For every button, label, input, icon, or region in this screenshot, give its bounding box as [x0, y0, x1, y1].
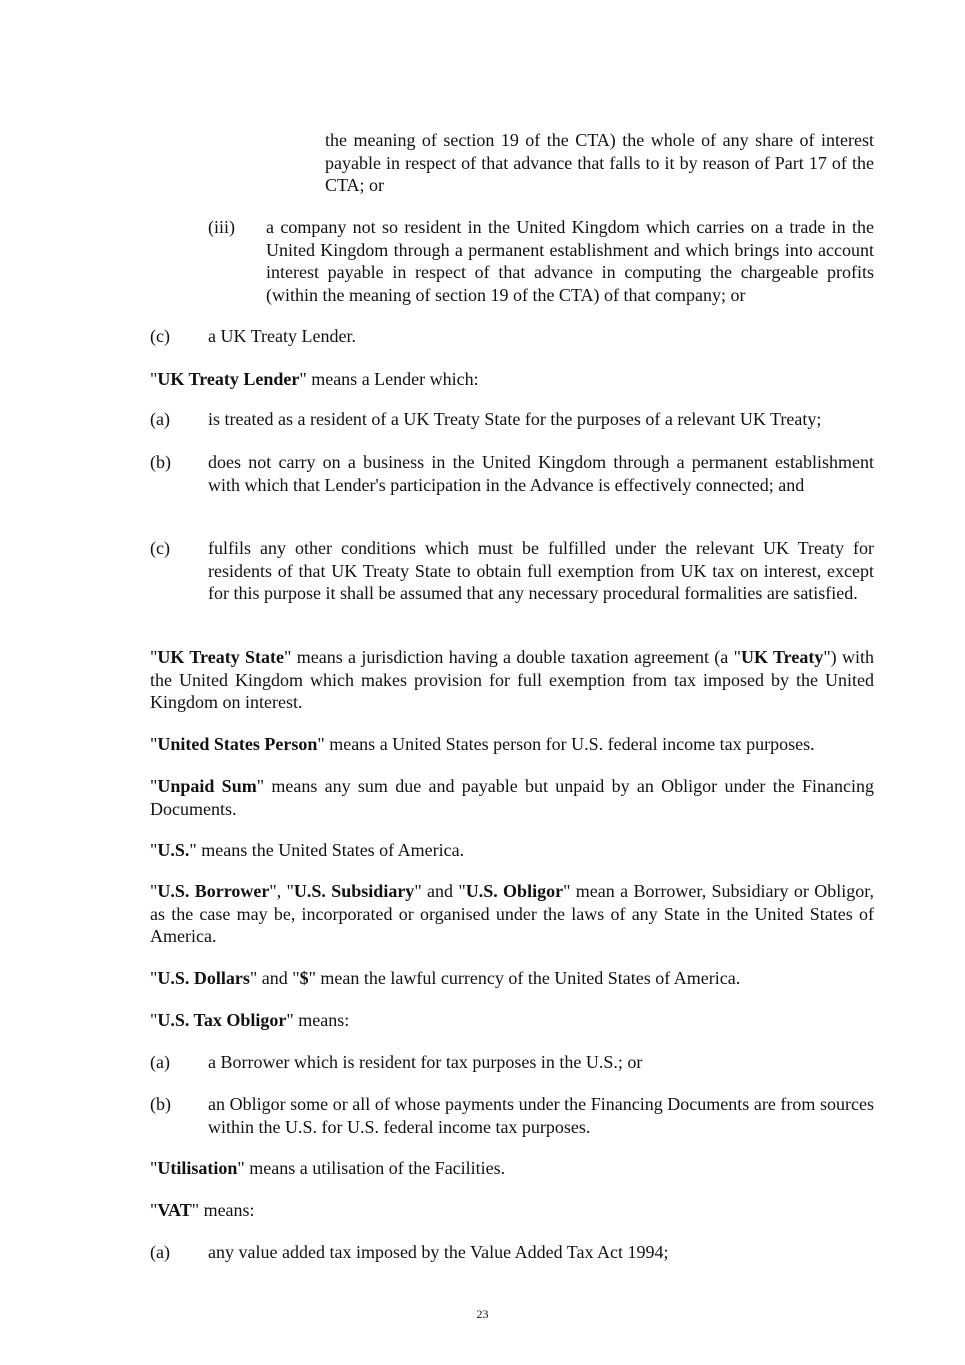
defined-term: U.S. Subsidiary: [293, 881, 415, 901]
item-text-c: fulfils any other conditions which must be fulfilled under the relevant UK Treaty for residents of that UK Treaty State to obtain full exemption from UK tax on interest, except for this purpose it shall be assumed that any necessary procedural formalities are satisfied.: [208, 538, 874, 603]
defined-term: UK Treaty State: [157, 647, 285, 667]
item-number-a: (a): [150, 1052, 170, 1072]
definition-us-tax-obligor: "U.S. Tax Obligor" means:: [150, 1010, 350, 1030]
defined-term: $: [299, 968, 309, 988]
item-text-a: is treated as a resident of a UK Treaty State for the purposes of a relevant UK Treaty;: [208, 409, 822, 429]
item-number-iii: (iii): [208, 217, 235, 237]
item-text-b: does not carry on a business in the United Kingdom through a permanent establishment with which that Lender's participation in the Advance is effectively connected; and: [208, 452, 874, 495]
definition-unpaid-sum: "Unpaid Sum" means any sum due and payable but unpaid by an Obligor under the Financing Documents.: [150, 776, 874, 819]
definition-united-states-person: "United States Person" means a United States person for U.S. federal income tax purposes.: [150, 734, 815, 754]
item-text-iii: a company not so resident in the United Kingdom which carries on a trade in the United Kingdom through a permanent establishment and which brings into account interest payable in respect of that advance in computing the chargeable profits (within the meaning of section 19 of the CTA) of that company; or: [266, 217, 874, 305]
item-number-a: (a): [150, 409, 170, 429]
defined-term: Utilisation: [157, 1158, 238, 1178]
item-number-c: (c): [150, 326, 170, 346]
defined-term: U.S. Obligor: [465, 881, 564, 901]
item-number-c: (c): [150, 538, 170, 558]
defined-term: U.S. Dollars: [157, 968, 250, 988]
defined-term: VAT: [157, 1200, 192, 1220]
definition-uk-treaty-lender: "UK Treaty Lender" means a Lender which:: [150, 369, 479, 389]
page-number: 23: [476, 1307, 489, 1321]
item-number-a: (a): [150, 1242, 170, 1262]
definition-us-borrower: "U.S. Borrower", "U.S. Subsidiary" and "U.S. Obligor" mean a Borrower, Subsidiary or Obligor, as the case may be, incorporated or organised under the laws of any State in the United States of America.: [150, 881, 875, 946]
definition-uk-treaty-state: "UK Treaty State" means a jurisdiction having a double taxation agreement (a "UK Treaty") with the United Kingdom which makes provision for full exemption from tax imposed by the United Kingdom on interest.: [150, 647, 875, 712]
defined-term: UK Treaty: [740, 647, 824, 667]
item-text-a: any value added tax imposed by the Value Added Tax Act 1994;: [208, 1242, 669, 1262]
defined-term: U.S.: [157, 840, 190, 860]
defined-term: U.S. Borrower: [157, 881, 270, 901]
item-text-a: a Borrower which is resident for tax purposes in the U.S.; or: [208, 1052, 643, 1072]
defined-term: Unpaid Sum: [157, 776, 257, 796]
item-text-c: a UK Treaty Lender.: [208, 326, 356, 346]
defined-term: UK Treaty Lender: [157, 369, 300, 389]
item-text-b: an Obligor some or all of whose payments under the Financing Documents are from sources within the U.S. for U.S. federal income tax purposes.: [208, 1094, 874, 1137]
defined-term: United States Person: [157, 734, 318, 754]
continuation-paragraph: the meaning of section 19 of the CTA) the whole of any share of interest payable in respect of that advance that falls to it by reason of Part 17 of the CTA; or: [325, 130, 874, 195]
definition-us: "U.S." means the United States of America.: [150, 840, 465, 860]
definition-utilisation: "Utilisation" means a utilisation of the Facilities.: [150, 1158, 506, 1178]
item-number-b: (b): [150, 452, 171, 472]
definition-us-dollars: "U.S. Dollars" and "$" mean the lawful currency of the United States of America.: [150, 968, 741, 988]
defined-term: U.S. Tax Obligor: [157, 1010, 287, 1030]
item-number-b: (b): [150, 1094, 171, 1114]
definition-vat: "VAT" means:: [150, 1200, 255, 1220]
